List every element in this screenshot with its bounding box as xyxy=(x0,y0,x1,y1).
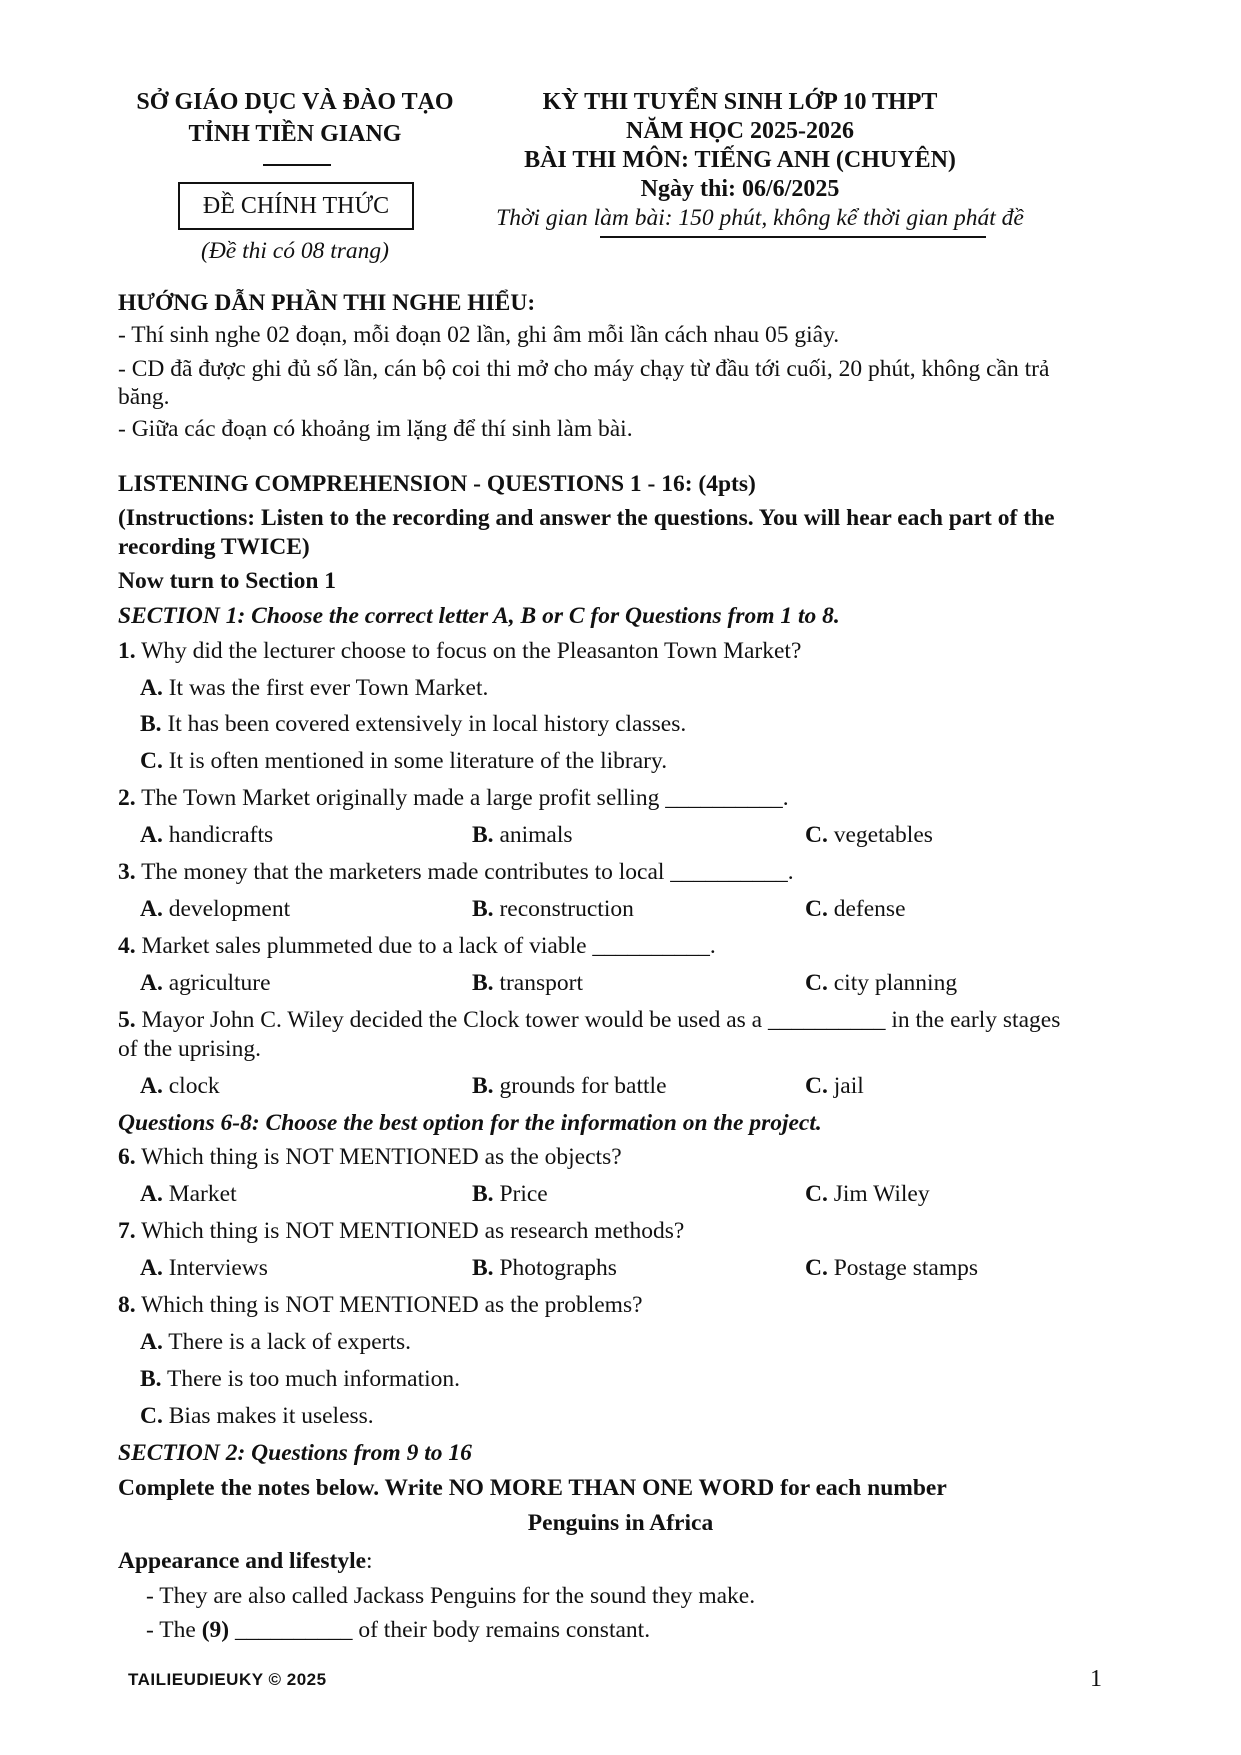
school-year: NĂM HỌC 2025-2026 xyxy=(626,118,854,144)
question-3: 3. The money that the marketers made contributes to local __________. xyxy=(118,859,794,885)
q6-option-a: A. Market xyxy=(140,1181,237,1207)
instruction-line-2-cont: băng. xyxy=(118,384,170,410)
q6-8-heading: Questions 6-8: Choose the best option for the information on the project. xyxy=(118,1110,822,1136)
org-line-1: SỞ GIÁO DỤC VÀ ĐÀO TẠO xyxy=(136,89,454,115)
q7-option-b: B. Photographs xyxy=(472,1255,617,1281)
q5-option-a: A. clock xyxy=(140,1073,220,1099)
section-1-heading: SECTION 1: Choose the correct letter A, B or C for Questions from 1 to 8. xyxy=(118,603,840,629)
question-2: 2. The Town Market originally made a large profit selling __________. xyxy=(118,785,789,811)
listening-instructions: (Instructions: Listen to the recording and answer the questions. You will hear each part of the xyxy=(118,505,1055,531)
notes-title: Penguins in Africa xyxy=(527,1510,714,1536)
appearance-heading: Appearance and lifestyle: xyxy=(118,1548,373,1574)
note-question-9: - The (9) __________ of their body remains constant. xyxy=(146,1617,651,1643)
q1-option-b: B. It has been covered extensively in local history classes. xyxy=(140,711,687,737)
q2-option-b: B. animals xyxy=(472,822,573,848)
q3-option-c: C. defense xyxy=(805,896,906,922)
section-2-heading: SECTION 2: Questions from 9 to 16 xyxy=(118,1440,472,1466)
title-underline xyxy=(600,236,986,238)
turn-to-section-1: Now turn to Section 1 xyxy=(118,568,337,594)
section-2-instructions: Complete the notes below. Write NO MORE THAN ONE WORD for each number xyxy=(118,1475,947,1501)
question-5: 5. Mayor John C. Wiley decided the Clock tower would be used as a __________ in the early stages xyxy=(118,1007,1061,1033)
q8-option-c: C. Bias makes it useless. xyxy=(140,1403,374,1429)
listening-instructions-cont: recording TWICE) xyxy=(118,534,310,560)
q1-option-c: C. It is often mentioned in some literature of the library. xyxy=(140,748,668,774)
question-1: 1. Why did the lecturer choose to focus on the Pleasanton Town Market? xyxy=(118,638,802,664)
question-5-cont: of the uprising. xyxy=(118,1036,261,1062)
q7-option-a: A. Interviews xyxy=(140,1255,268,1281)
footer-brand: TAILIEUDIEUKY © 2025 xyxy=(128,1670,327,1689)
q6-option-b: B. Price xyxy=(472,1181,548,1207)
q6-option-c: C. Jim Wiley xyxy=(805,1181,930,1207)
q8-option-a: A. There is a lack of experts. xyxy=(140,1329,412,1355)
instruction-line-2: - CD đã được ghi đủ số lần, cán bộ coi thi mở cho máy chạy từ đầu tới cuối, 20 phút, không cần trả xyxy=(118,356,1050,382)
exam-date: Ngày thi: 06/6/2025 xyxy=(640,176,840,202)
pages-note: (Đề thi có 08 trang) xyxy=(201,238,389,264)
exam-subject: BÀI THI MÔN: TIẾNG ANH (CHUYÊN) xyxy=(524,147,956,173)
q4-option-c: C. city planning xyxy=(805,970,958,996)
q2-option-c: C. vegetables xyxy=(805,822,933,848)
q5-option-c: C. jail xyxy=(805,1073,864,1099)
q2-option-a: A. handicrafts xyxy=(140,822,274,848)
question-6: 6. Which thing is NOT MENTIONED as the objects? xyxy=(118,1144,622,1170)
official-exam-box: ĐỀ CHÍNH THỨC xyxy=(178,182,414,230)
q4-option-b: B. transport xyxy=(472,970,583,996)
q8-option-b: B. There is too much information. xyxy=(140,1366,461,1392)
org-line-2: TỈNH TIỀN GIANG xyxy=(188,121,402,147)
q3-option-b: B. reconstruction xyxy=(472,896,634,922)
instruction-line-3: - Giữa các đoạn có khoảng im lặng để thí sinh làm bài. xyxy=(118,416,633,442)
instruction-line-1: - Thí sinh nghe 02 đoạn, mỗi đoạn 02 lần, ghi âm mỗi lần cách nhau 05 giây. xyxy=(118,322,840,348)
org-underline xyxy=(263,164,331,166)
q5-option-b: B. grounds for battle xyxy=(472,1073,667,1099)
page-number: 1 xyxy=(1090,1666,1102,1692)
listening-title: LISTENING COMPREHENSION - QUESTIONS 1 - 16: (4pts) xyxy=(118,471,756,497)
exam-duration: Thời gian làm bài: 150 phút, không kể thời gian phát đề xyxy=(496,205,1024,231)
question-7: 7. Which thing is NOT MENTIONED as research methods? xyxy=(118,1218,685,1244)
question-4: 4. Market sales plummeted due to a lack of viable __________. xyxy=(118,933,716,959)
q3-option-a: A. development xyxy=(140,896,291,922)
question-8: 8. Which thing is NOT MENTIONED as the problems? xyxy=(118,1292,643,1318)
q1-option-a: A. It was the first ever Town Market. xyxy=(140,675,489,701)
note-jackass-penguins: - They are also called Jackass Penguins for the sound they make. xyxy=(146,1583,756,1609)
exam-title: KỲ THI TUYỂN SINH LỚP 10 THPT xyxy=(542,89,938,115)
q7-option-c: C. Postage stamps xyxy=(805,1255,978,1281)
instructions-heading: HƯỚNG DẪN PHẦN THI NGHE HIỂU: xyxy=(118,290,536,316)
q4-option-a: A. agriculture xyxy=(140,970,271,996)
